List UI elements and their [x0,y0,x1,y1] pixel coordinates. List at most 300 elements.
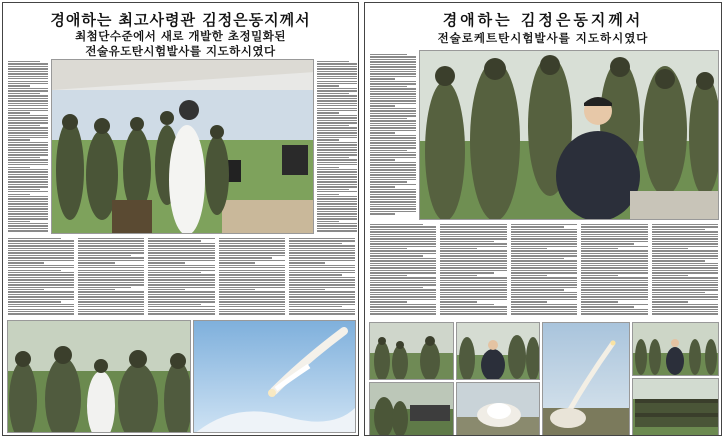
body-text-line [8,245,74,246]
body-text-line [8,142,48,143]
body-text-line [317,103,357,104]
body-text-line [581,234,647,235]
body-text-line [8,176,48,177]
body-text-line [511,265,577,266]
body-text-line [370,248,407,249]
body-text-line [370,91,416,92]
body-text-line [8,294,74,295]
body-text-line [219,311,285,312]
body-text-line [652,255,718,256]
body-text-line [8,250,74,251]
page1-bottom-photo-officers [7,320,191,433]
body-text-line [8,164,48,165]
body-text-line [289,294,355,295]
body-text-line [289,265,355,266]
body-text-line [8,240,74,241]
body-text-line [440,282,506,283]
body-text-line [370,267,436,268]
body-text-line [370,59,416,60]
body-text-line [317,162,357,163]
body-text-line [8,284,74,285]
body-text-line [511,231,577,232]
body-text-line [511,241,577,242]
body-text-line [8,98,48,99]
body-text-line [370,152,416,153]
body-text-line [78,287,131,288]
body-text-line [317,71,357,72]
body-text-line [652,238,718,239]
body-text-line [652,280,718,281]
body-text-line [370,115,416,116]
body-text-line [8,311,74,312]
body-text-line [78,309,144,310]
body-text-line [8,301,61,302]
body-text-line [317,206,357,207]
body-text-line [652,272,718,273]
body-text-line [8,191,48,192]
body-text-line [78,248,144,249]
body-text-line [652,275,689,276]
body-text-line [317,120,357,121]
body-text-line [440,255,506,256]
body-text-line [317,137,357,138]
body-text-line [317,100,357,101]
body-text-line [317,110,357,111]
body-text-line [8,105,48,106]
body-text-line [370,241,436,242]
body-text-line [317,154,357,155]
body-text-line [317,225,357,226]
body-text-line [8,125,40,126]
body-text-line [289,291,355,292]
body-text-line [148,240,201,241]
body-text-line [317,66,357,67]
body-text-line [370,66,416,67]
body-text-line [370,201,416,202]
body-text-line [652,229,705,230]
body-text-line [581,243,634,244]
body-text-line [440,289,506,290]
body-text-line [289,262,325,263]
body-text-line [440,292,506,293]
body-text-line [219,313,285,314]
body-text-line [370,98,416,99]
body-text-line [370,263,436,264]
body-text-line [8,277,74,278]
body-text-line [652,253,718,254]
body-text-line [440,311,506,312]
body-text-line [148,262,184,263]
body-text-line [511,260,577,261]
body-text-line [652,311,718,312]
body-text-line [148,243,214,244]
body-text-line [8,196,48,197]
body-text-line [219,252,285,253]
body-text-line [8,198,48,199]
page1-subheadline-1: 최첨단수준에서 새로 개발한 초정밀화된 [75,29,286,43]
page2-photo-inspection [369,322,454,380]
body-text-line [78,240,144,241]
page1-headline: 경애하는 최고사령관 김정은동지께서 [50,11,311,29]
body-text-line [317,167,339,168]
body-text-line [317,98,357,99]
body-text-line [8,309,74,310]
body-text-line [581,306,634,307]
body-text-line [8,313,74,314]
body-text-line [148,291,214,292]
body-text-line [511,229,577,230]
body-text-line [652,267,718,268]
body-text-line [370,86,407,87]
body-text-line [440,229,506,230]
body-text-line [652,277,718,278]
body-text-line [511,258,564,259]
body-text-line [511,243,577,244]
body-text-line [148,255,214,256]
body-text-line [148,248,214,249]
body-text-line [370,81,416,82]
body-text-line [581,253,647,254]
body-text-line [317,117,357,118]
body-text-line [219,306,285,307]
body-text-line [8,132,48,133]
body-text-line [317,122,357,123]
body-text-line [78,252,144,253]
body-text-line [440,248,477,249]
body-text-line [511,280,577,281]
body-text-line [581,309,647,310]
body-text-line [370,56,416,57]
body-text-line [148,238,214,239]
body-text-line [440,309,506,310]
body-text-line [581,238,647,239]
body-text-line [370,296,436,297]
body-text-line [219,270,285,271]
body-text-line [289,267,355,268]
body-text-line [317,211,357,212]
body-text-line [78,245,144,246]
body-text-line [219,267,285,268]
body-text-line [511,248,548,249]
body-text-line [78,262,114,263]
body-text-line [8,169,48,170]
body-text-line [370,304,436,305]
body-text-line [370,204,416,205]
page1-subheadline-2: 전술유도탄시험발사를 지도하시였다 [85,44,276,58]
body-text-line [317,179,357,180]
body-text-line [581,224,647,225]
body-text-line [8,139,30,140]
body-text-line [219,257,272,258]
page1-bottom-photo-missile [193,320,356,433]
body-text-line [511,287,577,288]
body-text-line [8,174,48,175]
body-text-line [148,274,214,275]
body-text-line [289,270,355,271]
body-text-line [78,274,144,275]
body-text-line [370,213,395,214]
body-text-line [8,282,74,283]
page1-article-column-right [317,60,357,232]
body-text-line [289,306,342,307]
body-text-line [317,201,357,202]
body-text-line [8,83,48,84]
body-text-line [289,245,355,246]
body-text-line [8,184,48,185]
body-text-line [219,287,285,288]
body-text-line [8,216,48,217]
body-text-line [511,226,564,227]
body-text-line [317,230,357,231]
body-text-line [8,243,74,244]
body-text-line [8,103,48,104]
body-text-line [511,282,577,283]
body-text-line [370,292,436,293]
body-text-line [8,213,48,214]
body-text-line [8,159,48,160]
body-text-line [652,265,718,266]
body-text-line [581,272,647,273]
body-text-line [440,246,506,247]
body-text-line [581,267,647,268]
body-text-line [440,267,506,268]
body-text-line [370,253,436,254]
body-text-line [317,130,357,131]
body-text-line [8,306,74,307]
body-text-line [370,181,407,182]
body-text-line [8,120,48,121]
body-text-line [370,135,416,136]
body-text-line [148,296,214,297]
body-text-line [511,272,577,273]
body-text-line [370,88,416,89]
body-text-line [317,221,339,222]
body-text-line [148,272,201,273]
body-text-line [581,282,647,283]
body-text-line [317,83,357,84]
body-text-line [317,169,357,170]
body-text-line [511,275,548,276]
body-text-line [148,287,214,288]
body-text-line [78,250,144,251]
body-text-line [317,213,357,214]
body-text-line [148,313,214,314]
body-text-line [289,252,355,253]
body-text-line [370,196,416,197]
body-text-line [317,81,357,82]
body-text-line [8,272,74,273]
body-text-line [219,255,285,256]
body-text-line [8,252,74,253]
body-text-line [8,78,48,79]
body-text-line [370,123,416,124]
body-text-line [511,250,577,251]
body-text-line [370,100,416,101]
body-text-line [8,73,48,74]
body-text-line [511,313,577,314]
body-text-line [370,113,416,114]
body-text-line [370,236,436,237]
body-text-line [8,152,48,153]
body-text-line [289,250,355,251]
body-text-line [8,186,48,187]
body-text-line [78,272,144,273]
body-text-line [581,255,647,256]
body-text-line [219,248,285,249]
body-text-line [440,299,506,300]
body-text-line [370,250,436,251]
body-text-line [317,174,357,175]
body-text-line [652,241,718,242]
body-text-line [317,127,357,128]
body-text-line [8,248,74,249]
body-text-line [317,159,357,160]
body-text-line [440,234,506,235]
body-text-line [8,225,48,226]
body-text-line [370,260,436,261]
body-text-line [370,145,416,146]
body-text-line [8,171,48,172]
body-text-line [370,272,436,273]
body-text-line [219,272,285,273]
body-text-line [317,157,349,158]
body-text-line [370,96,416,97]
body-text-line [289,243,342,244]
body-text-line [652,243,718,244]
body-text-line [148,245,214,246]
body-text-line [8,260,74,261]
body-text-line [317,223,357,224]
body-text-line [370,194,416,195]
body-text-line [289,248,355,249]
body-text-line [8,230,48,231]
body-text-line [219,238,285,239]
body-text-line [8,90,48,91]
body-text-line [78,294,144,295]
body-text-line [581,311,647,312]
body-text-line [148,265,214,266]
body-text-line [652,250,718,251]
body-text-line [440,270,506,271]
body-text-line [652,292,705,293]
body-text-line [317,191,357,192]
body-text-line [370,229,436,230]
body-text-line [317,93,349,94]
body-text-line [8,203,48,204]
body-text-line [8,181,48,182]
body-text-line [440,253,506,254]
body-text-line [511,301,548,302]
body-text-line [652,234,718,235]
body-text-line [317,125,349,126]
body-text-line [440,260,506,261]
body-text-line [581,289,647,290]
body-text-line [652,309,718,310]
body-text-line [8,201,48,202]
body-text-line [148,252,214,253]
body-text-line [317,132,357,133]
body-text-line [8,88,48,89]
body-text-line [8,61,40,62]
body-text-line [370,289,436,290]
body-text-line [581,277,647,278]
body-text-line [219,296,285,297]
body-text-line [8,127,48,128]
body-text-line [317,216,357,217]
body-text-line [370,83,416,84]
body-text-line [581,236,647,237]
body-text-line [317,144,357,145]
body-text-line [370,311,436,312]
body-text-line [8,81,48,82]
body-text-line [581,258,647,259]
body-text-line [370,284,436,285]
body-text-line [148,311,214,312]
page2-article-column-left [370,53,416,215]
body-text-line [652,287,718,288]
body-text-line [652,226,718,227]
body-text-line [8,66,48,67]
page2-photo-rocket-launch [542,322,630,436]
body-text-line [317,147,357,148]
body-text-line [8,95,48,96]
body-text-line [370,125,416,126]
body-text-line [581,231,647,232]
body-text-line [370,147,416,148]
page2-photo-observation [369,382,454,436]
body-text-line [8,299,74,300]
body-text-line [370,110,416,111]
body-text-line [219,260,285,261]
body-text-line [440,301,477,302]
body-text-line [652,260,705,261]
body-text-line [370,275,407,276]
body-text-line [370,301,407,302]
body-text-line [652,313,718,314]
body-text-line [148,289,184,290]
body-text-line [370,258,436,259]
body-text-line [440,226,506,227]
body-text-line [370,255,423,256]
body-text-line [8,112,30,113]
body-text-line [8,76,48,77]
body-text-line [317,68,357,69]
body-text-line [440,284,506,285]
body-text-line [317,208,357,209]
body-text-line [219,284,285,285]
body-text-line [148,306,214,307]
body-text-line [8,206,48,207]
body-text-line [317,63,357,64]
body-text-line [8,147,48,148]
page2-headline: 경애하는 김정은동지께서 [442,11,644,29]
body-text-line [581,275,618,276]
body-text-line [370,246,436,247]
body-text-line [219,240,285,241]
body-text-line [148,294,214,295]
body-text-line [652,296,718,297]
page1-article-body [8,237,355,315]
body-text-line [148,282,214,283]
body-text-line [219,301,285,302]
body-text-line [289,301,355,302]
body-text-line [370,78,395,79]
body-text-line [370,108,416,109]
body-text-line [8,296,74,297]
body-text-line [440,296,506,297]
body-text-line [581,248,618,249]
body-text-line [78,243,144,244]
